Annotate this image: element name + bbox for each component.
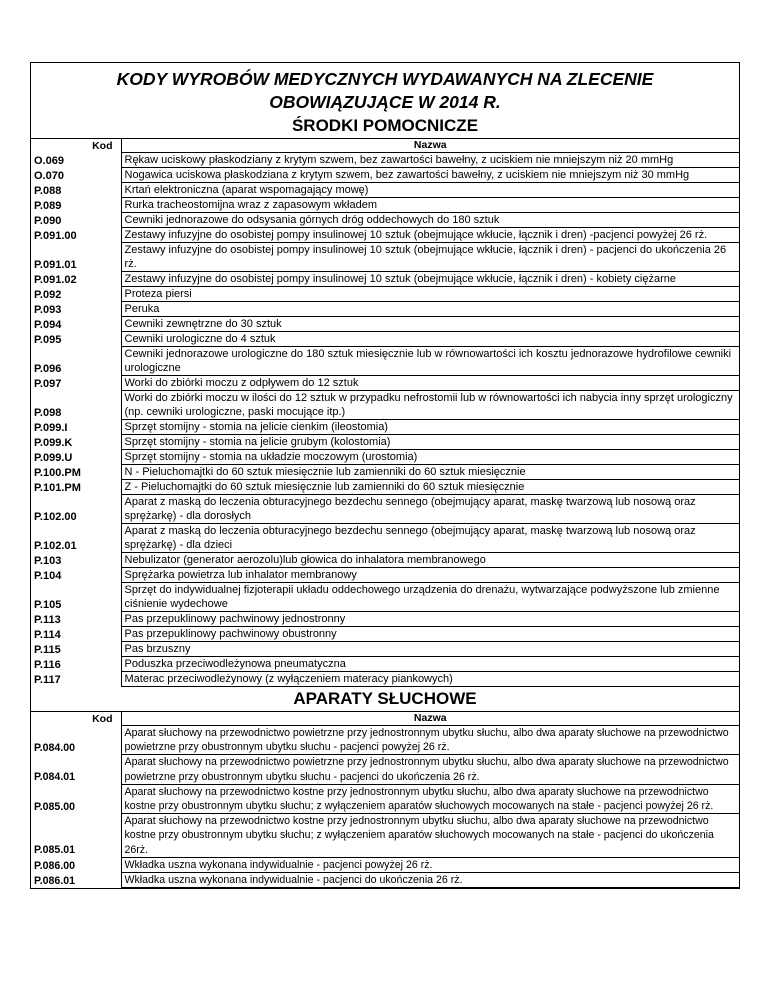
table-row xyxy=(31,657,739,672)
row-name: Sprężarka powietrza lub inhalator membranowy xyxy=(121,568,739,583)
column-header-name: Nazwa xyxy=(121,139,739,153)
table-row xyxy=(31,376,739,391)
row-code: P.092 xyxy=(31,287,121,302)
row-name: Pas przepuklinowy pachwinowy jednostronny xyxy=(121,612,739,627)
row-code: P.091.01 xyxy=(31,243,121,272)
table-row xyxy=(31,347,739,376)
row-name: Wkładka uszna wykonana indywidualnie - pacjenci powyżej 26 rż. xyxy=(121,857,739,872)
row-name: Worki do zbiórki moczu w ilości do 12 sztuk w przypadku nefrostomii lub w równowartości ich nabycia inny sprzęt urologiczny (np. cewniki urologiczne, paski mocujące itp.) xyxy=(121,391,739,420)
row-code: O.069 xyxy=(31,153,121,168)
table-row xyxy=(31,272,739,287)
title-line-2: OBOWIĄZUJĄCE W 2014 R. xyxy=(269,92,501,112)
row-name: Nogawica uciskowa płaskodziana z krytym szwem, bez zawartości bawełny, z uciskiem nie mniejszym niż 30 mmHg xyxy=(121,168,739,183)
table-row xyxy=(31,228,739,243)
row-code: P.085.01 xyxy=(31,814,121,858)
row-name: Cewniki jednorazowe do odsysania górnych dróg oddechowych do 180 sztuk xyxy=(121,213,739,228)
row-name: Sprzęt stomijny - stomia na jelicie cienkim (ileostomia) xyxy=(121,420,739,435)
column-header-code: Kod xyxy=(31,712,121,726)
table-row xyxy=(31,450,739,465)
table-row xyxy=(31,553,739,568)
table-row xyxy=(31,198,739,213)
table-header-row xyxy=(31,139,739,153)
section-heading-srodki: ŚRODKI POMOCNICZE xyxy=(31,114,739,139)
row-name: Poduszka przeciwodleżynowa pneumatyczna xyxy=(121,657,739,672)
row-code: P.103 xyxy=(31,553,121,568)
row-code: P.115 xyxy=(31,642,121,657)
document-title xyxy=(31,63,739,114)
table-row xyxy=(31,317,739,332)
row-name: Zestawy infuzyjne do osobistej pompy insulinowej 10 sztuk (obejmujące wkłucie, łącznik i dren) - pacjenci do ukończenia 26 rż. xyxy=(121,243,739,272)
row-code: P.096 xyxy=(31,347,121,376)
row-code: P.099.K xyxy=(31,435,121,450)
row-name: Sprzęt stomijny - stomia na układzie moczowym (urostomia) xyxy=(121,450,739,465)
row-name: Nebulizator (generator aerozolu)lub głowica do inhalatora membranowego xyxy=(121,553,739,568)
row-name: Aparat słuchowy na przewodnictwo kostne przy jednostronnym ubytku słuchu, albo dwa aparaty słuchowe na przewodnictwo kostne przy obustronnym ubytku słuchu; z wyłączeniem aparatów słuchowych mocowanych na stałe - pacjenci powyżej 26 rż. xyxy=(121,784,739,813)
row-code: P.117 xyxy=(31,672,121,687)
row-name: Pas przepuklinowy pachwinowy obustronny xyxy=(121,627,739,642)
row-code: O.070 xyxy=(31,168,121,183)
table-row xyxy=(31,612,739,627)
row-code: P.098 xyxy=(31,391,121,420)
row-code: P.113 xyxy=(31,612,121,627)
row-name: Cewniki zewnętrzne do 30 sztuk xyxy=(121,317,739,332)
table-row xyxy=(31,672,739,687)
row-name: N - Pieluchomajtki do 60 sztuk miesięcznie lub zamienniki do 60 sztuk miesięcznie xyxy=(121,465,739,480)
row-name: Aparat z maską do leczenia obturacyjnego bezdechu sennego (obejmujący aparat, maskę twarzową lub nosową oraz sprężarkę) - dla dzieci xyxy=(121,524,739,553)
table-row xyxy=(31,583,739,612)
row-name: Wkładka uszna wykonana indywidualnie - pacjenci do ukończenia 26 rż. xyxy=(121,873,739,888)
row-name: Peruka xyxy=(121,302,739,317)
table-row xyxy=(31,332,739,347)
row-name: Sprzęt stomijny - stomia na jelicie grubym (kolostomia) xyxy=(121,435,739,450)
row-code: P.090 xyxy=(31,213,121,228)
row-name: Zestawy infuzyjne do osobistej pompy insulinowej 10 sztuk (obejmujące wkłucie, łącznik i dren) - kobiety ciężarne xyxy=(121,272,739,287)
row-name: Worki do zbiórki moczu z odpływem do 12 sztuk xyxy=(121,376,739,391)
table-row xyxy=(31,183,739,198)
row-name: Rurka tracheostomijna wraz z zapasowym wkładem xyxy=(121,198,739,213)
table-row xyxy=(31,480,739,495)
row-code: P.091.00 xyxy=(31,228,121,243)
table-row xyxy=(31,873,739,888)
row-name: Proteza piersi xyxy=(121,287,739,302)
column-header-name: Nazwa xyxy=(121,712,739,726)
table-row xyxy=(31,391,739,420)
table-row xyxy=(31,243,739,272)
row-code: P.116 xyxy=(31,657,121,672)
table-row xyxy=(31,857,739,872)
table-row xyxy=(31,784,739,813)
row-name: Sprzęt do indywidualnej fizjoterapii układu oddechowego urządzenia do drenażu, wytwarzające podwyższone lub zmienne ciśnienie wydechowe xyxy=(121,583,739,612)
row-code: P.102.01 xyxy=(31,524,121,553)
table-row xyxy=(31,435,739,450)
section-heading-aparaty: APARATY SŁUCHOWE xyxy=(31,687,739,712)
row-code: P.089 xyxy=(31,198,121,213)
row-code: P.100.PM xyxy=(31,465,121,480)
row-code: P.084.00 xyxy=(31,726,121,755)
row-code: P.102.00 xyxy=(31,495,121,524)
table-body-aparaty xyxy=(31,726,739,888)
row-code: P.104 xyxy=(31,568,121,583)
row-name: Cewniki jednorazowe urologiczne do 180 sztuk miesięcznie lub w równowartości ich kosztu jednorazowe hydrofilowe cewniki urologiczne xyxy=(121,347,739,376)
table-row xyxy=(31,755,739,784)
table-body-srodki xyxy=(31,153,739,687)
row-code: P.091.02 xyxy=(31,272,121,287)
row-name: Rękaw uciskowy płaskodziany z krytym szwem, bez zawartości bawełny, z uciskiem nie mniejszym niż 20 mmHg xyxy=(121,153,739,168)
document-sheet xyxy=(30,62,740,889)
row-name: Aparat z maską do leczenia obturacyjnego bezdechu sennego (obejmujący aparat, maskę twarzową lub nosową oraz sprężarkę) - dla dorosłych xyxy=(121,495,739,524)
table-row xyxy=(31,726,739,755)
table-row xyxy=(31,287,739,302)
table-row xyxy=(31,153,739,168)
row-code: P.085.00 xyxy=(31,784,121,813)
row-code: P.086.01 xyxy=(31,873,121,888)
row-code: P.086.00 xyxy=(31,857,121,872)
table-srodki-pomocnicze xyxy=(31,139,739,687)
row-name: Cewniki urologiczne do 4 sztuk xyxy=(121,332,739,347)
table-row xyxy=(31,213,739,228)
table-aparaty-sluchowe xyxy=(31,712,739,888)
table-row xyxy=(31,627,739,642)
row-code: P.101.PM xyxy=(31,480,121,495)
table-header-row xyxy=(31,712,739,726)
row-code: P.094 xyxy=(31,317,121,332)
table-row xyxy=(31,642,739,657)
row-name: Aparat słuchowy na przewodnictwo powietrzne przy jednostronnym ubytku słuchu, albo dwa aparaty słuchowe na przewodnictwo powietrzne przy obustronnym ubytku słuchu - pacjenci do ukończenia 26 rż. xyxy=(121,755,739,784)
title-line-1: KODY WYROBÓW MEDYCZNYCH WYDAWANYCH NA ZLECENIE xyxy=(116,69,654,89)
table-row xyxy=(31,420,739,435)
row-name: Aparat słuchowy na przewodnictwo powietrzne przy jednostronnym ubytku słuchu, albo dwa aparaty słuchowe na przewodnictwo powietrzne przy obustronnym ubytku słuchu - pacjenci powyżej 26 rż. xyxy=(121,726,739,755)
row-name: Pas brzuszny xyxy=(121,642,739,657)
row-name: Z - Pieluchomajtki do 60 sztuk miesięcznie lub zamienniki do 60 sztuk miesięcznie xyxy=(121,480,739,495)
table-row xyxy=(31,465,739,480)
table-row xyxy=(31,814,739,858)
row-code: P.099.U xyxy=(31,450,121,465)
row-code: P.084.01 xyxy=(31,755,121,784)
row-name: Krtań elektroniczna (aparat wspomagający mowę) xyxy=(121,183,739,198)
table-row xyxy=(31,495,739,524)
row-code: P.088 xyxy=(31,183,121,198)
row-name: Aparat słuchowy na przewodnictwo kostne przy jednostronnym ubytku słuchu, albo dwa aparaty słuchowe na przewodnictwo kostne przy obustronnym ubytku słuchu; z wyłączeniem aparatów słuchowych mocowanych na stałe - pacjenci do ukończenia 26rż. xyxy=(121,814,739,858)
table-row xyxy=(31,168,739,183)
row-name: Materac przeciwodleżynowy (z wyłączeniem materacy piankowych) xyxy=(121,672,739,687)
row-code: P.099.I xyxy=(31,420,121,435)
table-row xyxy=(31,302,739,317)
row-code: P.095 xyxy=(31,332,121,347)
row-code: P.097 xyxy=(31,376,121,391)
column-header-code: Kod xyxy=(31,139,121,153)
table-row xyxy=(31,568,739,583)
row-code: P.114 xyxy=(31,627,121,642)
row-code: P.105 xyxy=(31,583,121,612)
table-row xyxy=(31,524,739,553)
row-name: Zestawy infuzyjne do osobistej pompy insulinowej 10 sztuk (obejmujące wkłucie, łącznik i dren) -pacjenci powyżej 26 rż. xyxy=(121,228,739,243)
row-code: P.093 xyxy=(31,302,121,317)
